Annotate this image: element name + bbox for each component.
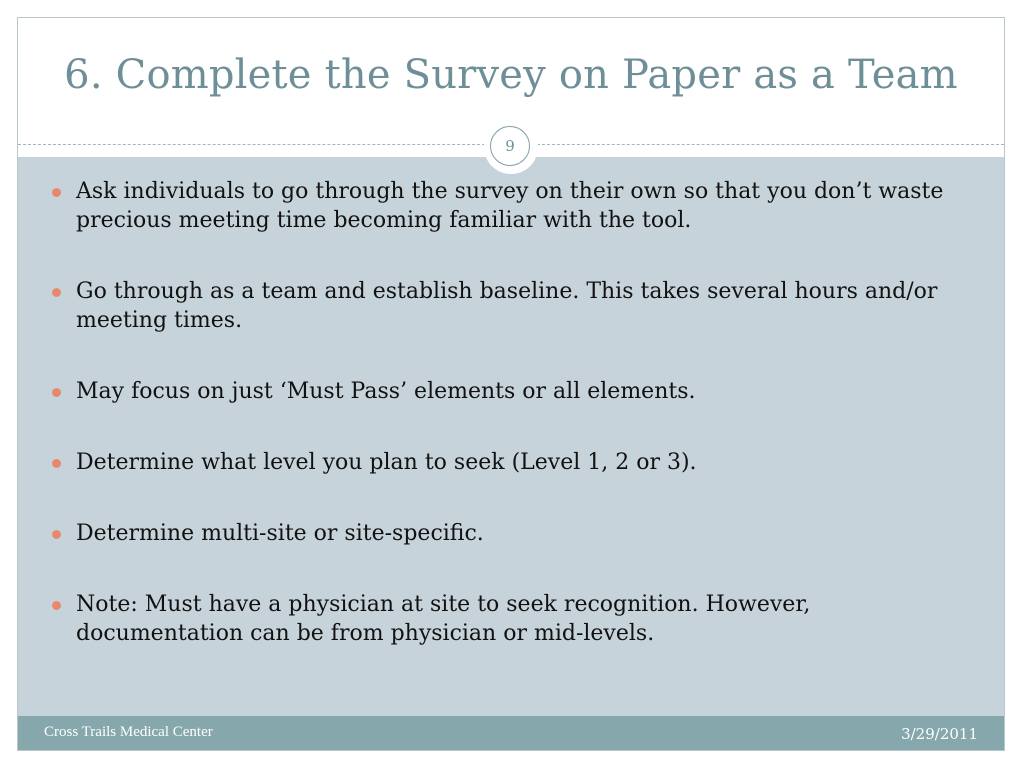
- content-area: [18, 157, 1004, 716]
- bullet-item: [48, 177, 978, 235]
- bullet-item: [48, 519, 978, 548]
- bullet-item: [48, 448, 978, 477]
- bullet-item: [48, 590, 978, 648]
- footer-date: 3/29/2011: [901, 725, 978, 743]
- slide: [17, 17, 1005, 751]
- page-number-badge: [484, 120, 538, 174]
- bullet-icon: [52, 188, 61, 197]
- bullet-icon: [52, 530, 61, 539]
- bullet-list: [48, 177, 978, 690]
- footer-organization: Cross Trails Medical Center: [44, 724, 213, 740]
- bullet-text: Note: Must have a physician at site to seek recognition. However, documentation can be from physician or mid-levels.: [76, 592, 811, 646]
- bullet-item: [48, 277, 978, 335]
- slide-title: 6. Complete the Survey on Paper as a Team: [64, 52, 958, 98]
- bullet-item: [48, 377, 978, 406]
- bullet-text: Determine what level you plan to seek (Level 1, 2 or 3).: [76, 450, 697, 475]
- bullet-text: Go through as a team and establish baseline. This takes several hours and/or meeting times.: [76, 279, 938, 333]
- bullet-icon: [52, 288, 61, 297]
- bullet-text: Determine multi-site or site-specific.: [76, 521, 484, 546]
- bullet-icon: [52, 388, 61, 397]
- bullet-text: May focus on just ‘Must Pass’ elements or all elements.: [76, 379, 696, 404]
- bullet-icon: [52, 459, 61, 468]
- bullet-text: Ask individuals to go through the survey on their own so that you don’t waste precious meeting time becoming familiar with the tool.: [76, 179, 944, 233]
- bullet-icon: [52, 601, 61, 610]
- page-number: 9: [490, 126, 530, 166]
- footer: [18, 716, 1004, 750]
